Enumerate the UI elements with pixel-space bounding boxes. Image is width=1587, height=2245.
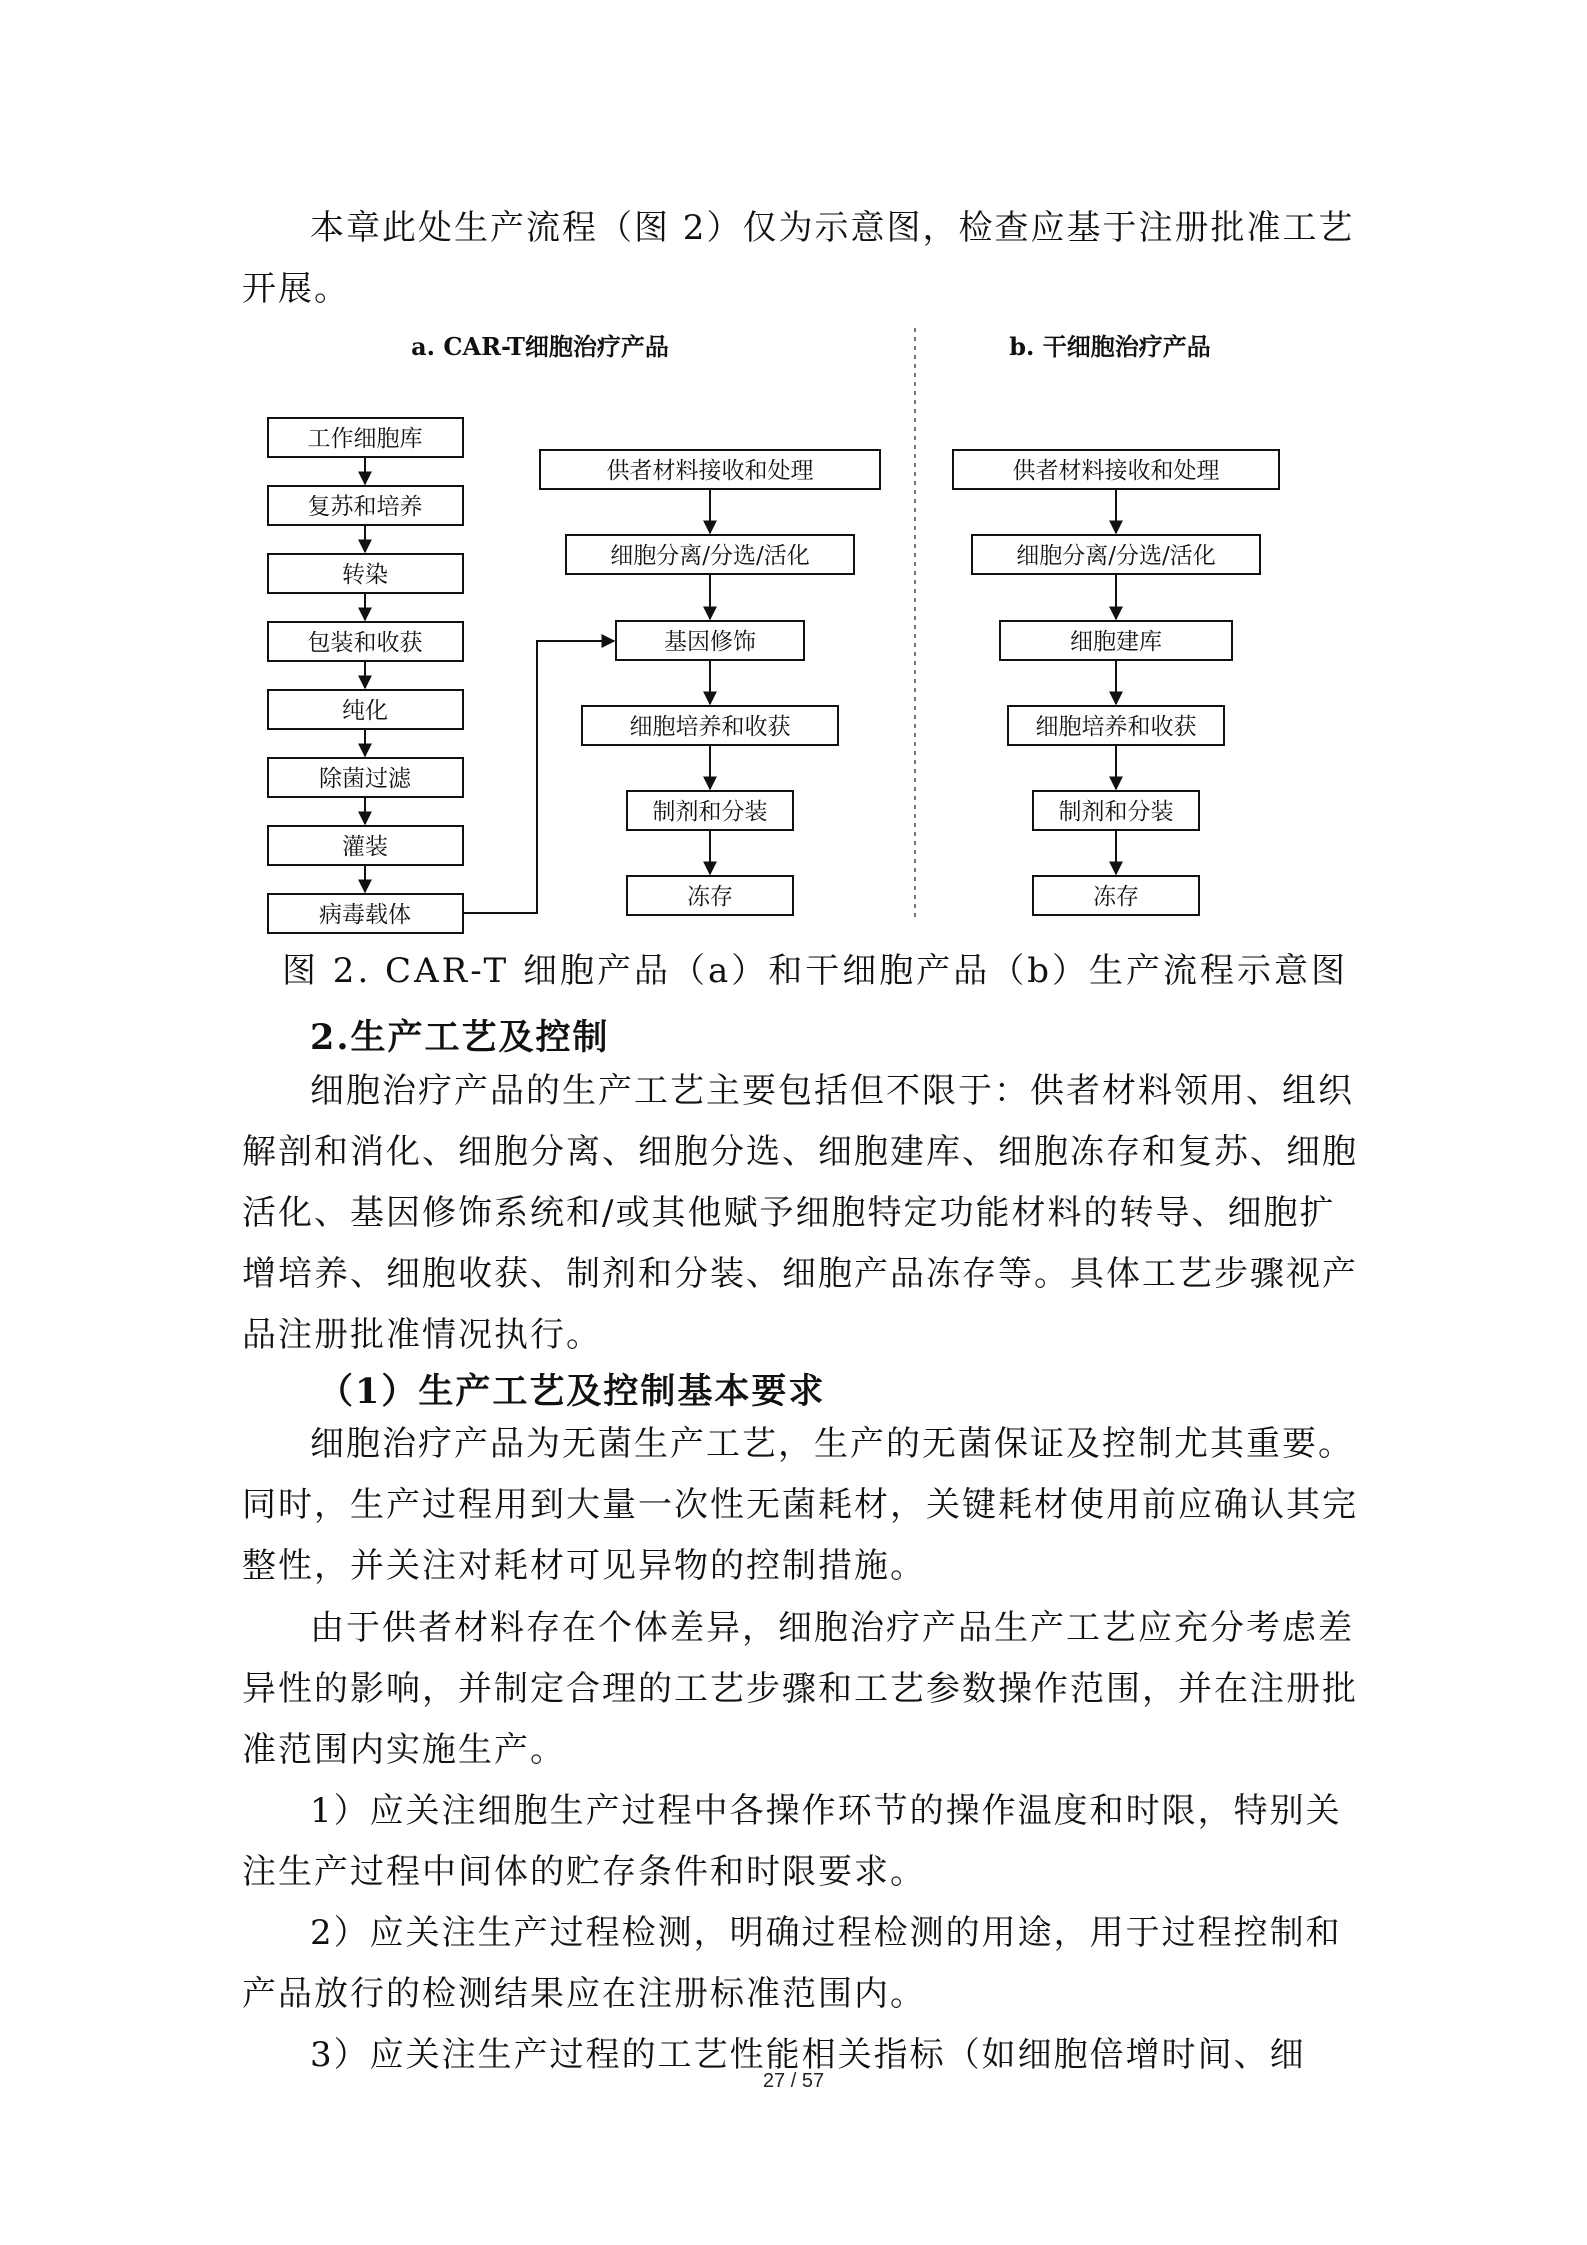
panel-b-column [953, 450, 1279, 915]
flow-box-label: 除菌过滤 [319, 766, 411, 792]
flow-box-label: 冻存 [687, 884, 733, 910]
vector-connector-arrow [463, 641, 614, 913]
flow-box-label: 病毒载体 [319, 902, 411, 928]
subsection-heading: （1）生产工艺及控制基本要求 [318, 1371, 826, 1412]
flow-box-label: 灌装 [342, 834, 388, 860]
flow-box-label: 供者材料接收和处理 [606, 458, 814, 484]
flow-box-label: 转染 [342, 562, 388, 588]
flow-box-label: 细胞分离/分选/活化 [610, 543, 810, 569]
flow-box-label: 细胞建库 [1070, 629, 1162, 655]
list-item-2: 2）应关注生产过程检测，明确过程检测的用途，用于过程控制和产品放行的检测结果应在注册标准范围内。 [242, 1913, 1342, 2014]
section-paragraph-2: 细胞治疗产品为无菌生产工艺，生产的无菌保证及控制尤其重要。同时，生产过程用到大量一次性无菌耗材，关键耗材使用前应确认其完整性，并关注对耗材可见异物的控制措施。 [242, 1424, 1358, 1586]
list-item-3: 3）应关注生产过程的工艺性能相关指标（如细胞倍增时间、细 [310, 2035, 1306, 2075]
page-number: 27 / 57 [762, 2070, 825, 2092]
panel-b-title: b. 干细胞治疗产品 [1009, 332, 1211, 361]
flow-box-label: 工作细胞库 [307, 426, 423, 452]
panel-a-title: a. CAR-T细胞治疗产品 [411, 332, 669, 361]
flow-box-label: 制剂和分装 [652, 799, 768, 825]
flow-box-label: 制剂和分装 [1058, 799, 1174, 825]
section-paragraph-1: 细胞治疗产品的生产工艺主要包括但不限于：供者材料领用、组织解剖和消化、细胞分离、细胞分选、细胞建库、细胞冻存和复苏、细胞活化、基因修饰系统和/或其他赋予细胞特定功能材料的转导、细胞扩增培养、细胞收获、制剂和分装、细胞产品冻存等。具体工艺步骤视产品注册批准情况执行。 [242, 1071, 1358, 1355]
process-flow-figure [0, 0, 1587, 940]
flow-box-label: 复苏和培养 [307, 494, 423, 520]
intro-paragraph: 本章此处生产流程（图 2）仅为示意图，检查应基于注册批准工艺开展。 [242, 208, 1355, 309]
flow-box-label: 细胞培养和收获 [1035, 714, 1197, 740]
flow-box-label: 包装和收获 [307, 630, 423, 656]
flow-box-label: 供者材料接收和处理 [1012, 458, 1220, 484]
panel-a-right-column [540, 450, 880, 915]
section-paragraph-3: 由于供者材料存在个体差异，细胞治疗产品生产工艺应充分考虑差异性的影响，并制定合理的工艺步骤和工艺参数操作范围，并在注册批准范围内实施生产。 [242, 1608, 1358, 1770]
flow-box-label: 细胞培养和收获 [629, 714, 791, 740]
flow-box-label: 基因修饰 [664, 629, 756, 655]
section-heading: 2.生产工艺及控制 [310, 1017, 610, 1058]
figure-caption: 图 2. CAR-T 细胞产品（a）和干细胞产品（b）生产流程示意图 [282, 951, 1349, 991]
list-item-1: 1）应关注细胞生产过程中各操作环节的操作温度和时限，特别关注生产过程中间体的贮存条件和时限要求。 [242, 1791, 1342, 1892]
panel-a-left-column [268, 418, 463, 933]
flow-box-label: 细胞分离/分选/活化 [1016, 543, 1216, 569]
flow-box-label: 纯化 [342, 698, 388, 724]
flow-box-label: 冻存 [1093, 884, 1139, 910]
